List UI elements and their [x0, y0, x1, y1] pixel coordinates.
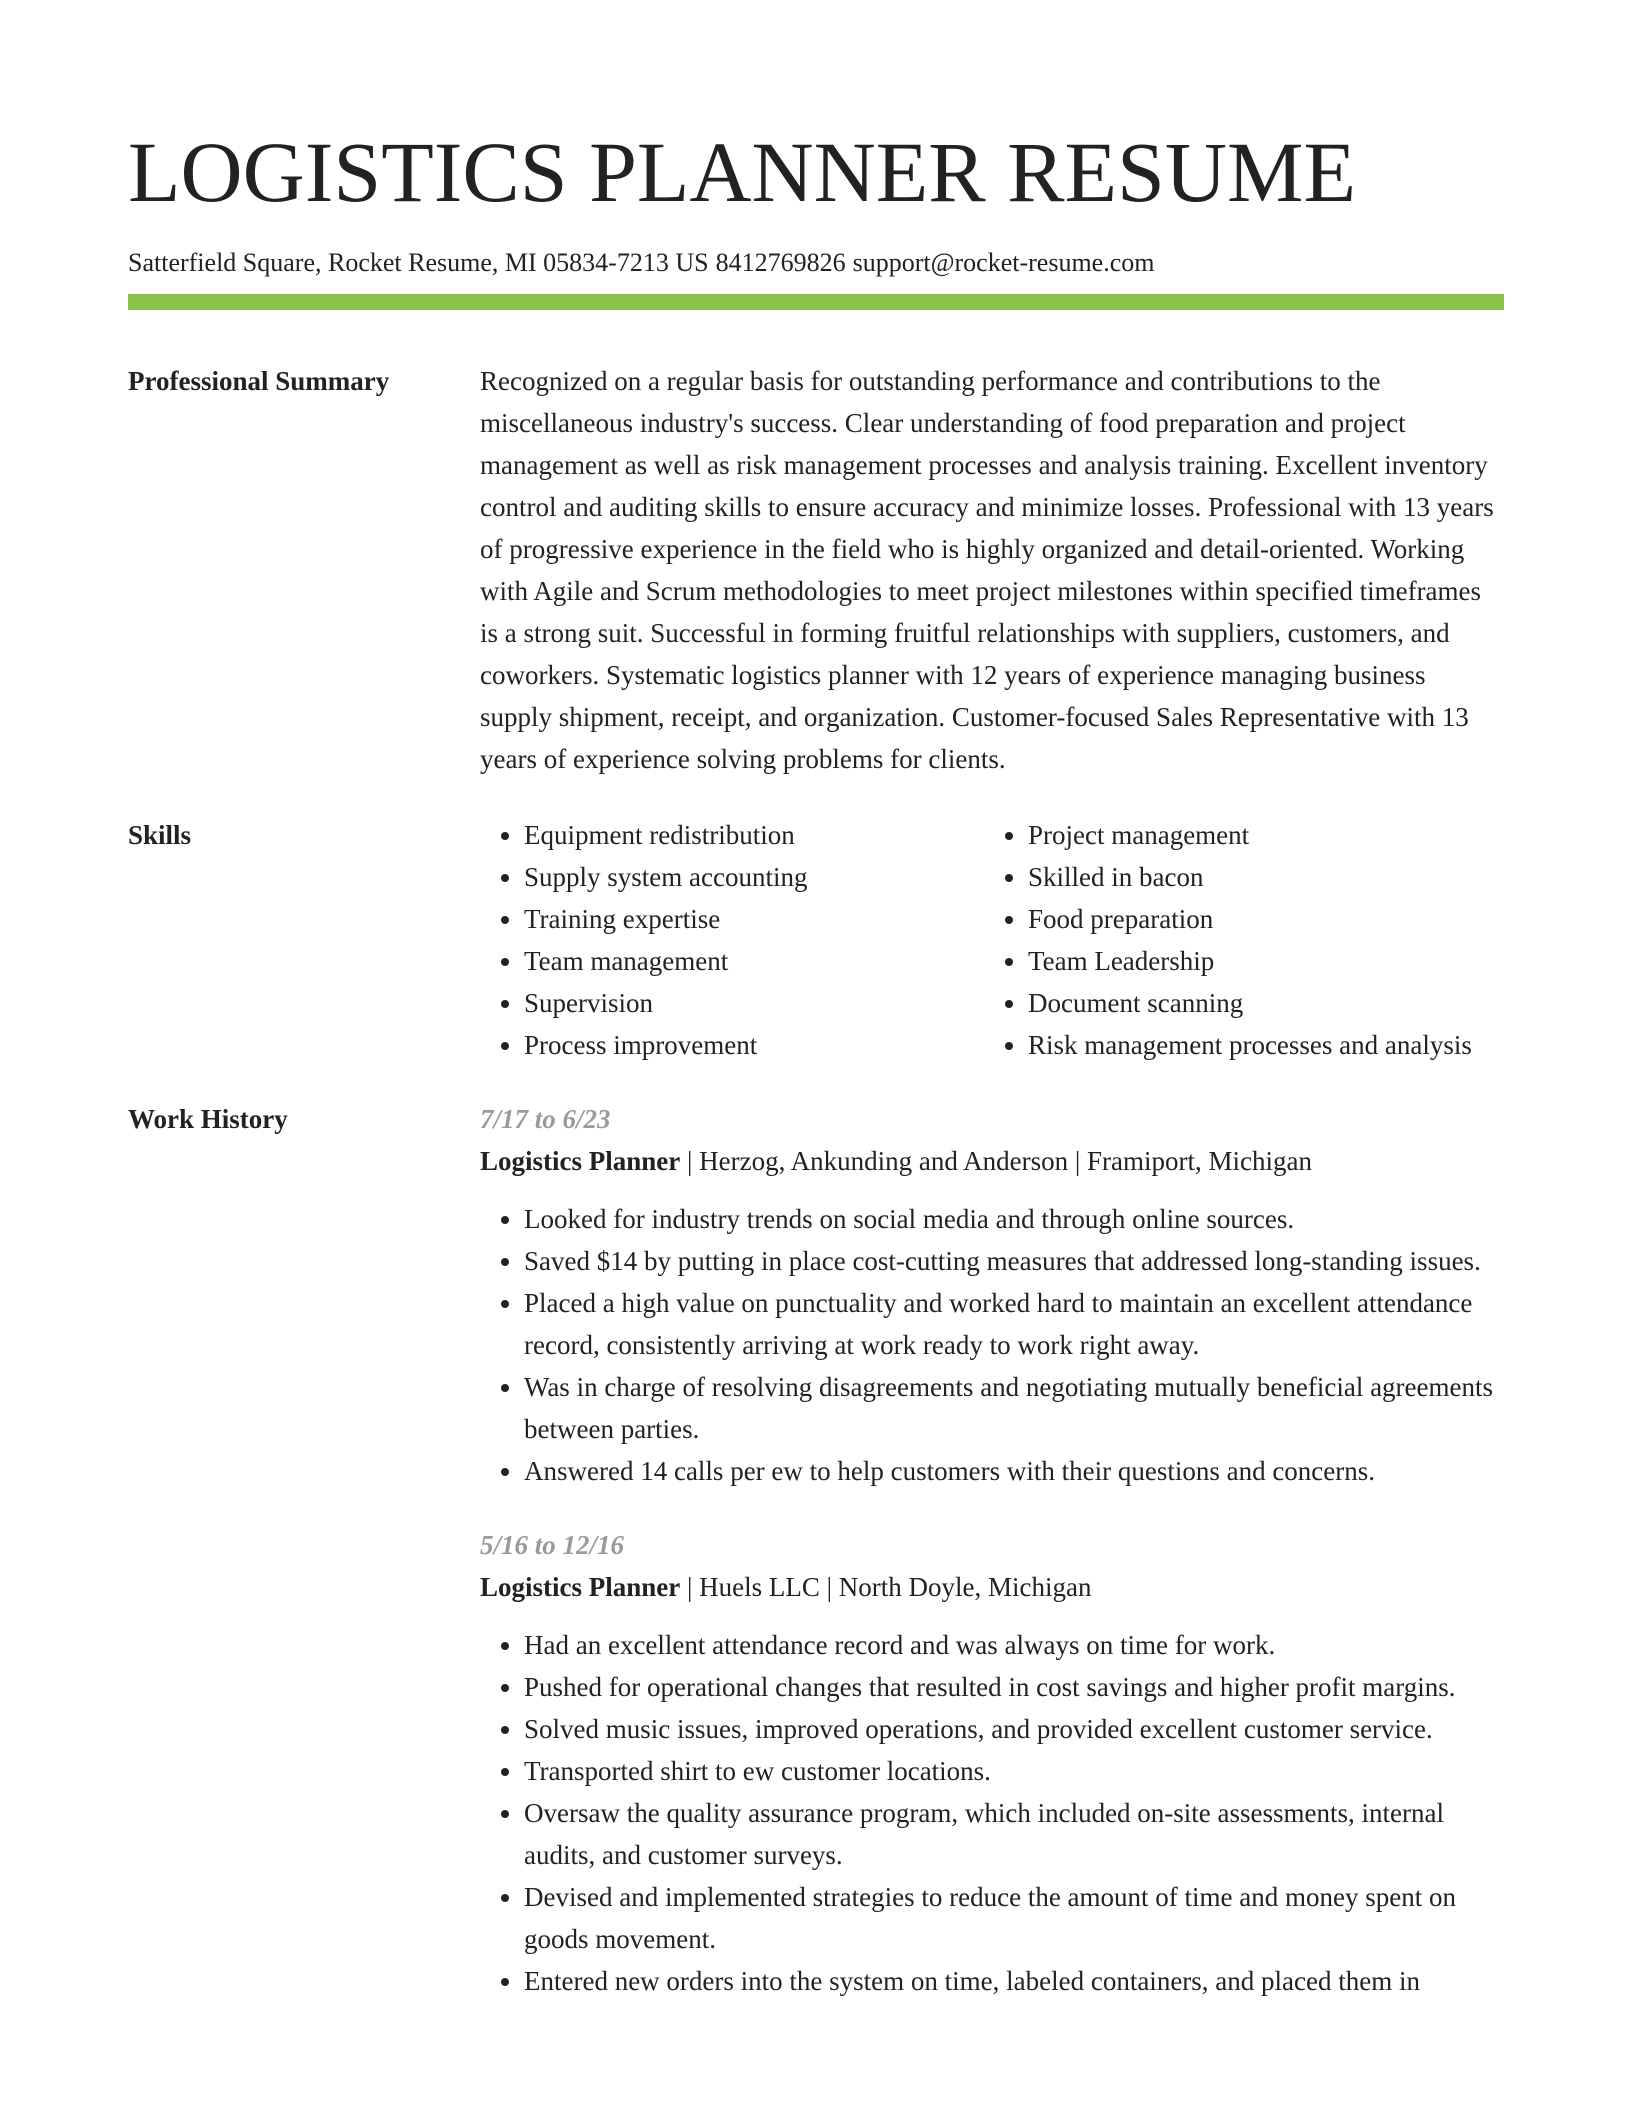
resume-title: LOGISTICS PLANNER RESUME: [128, 124, 1356, 220]
skill-item: • Process improvement: [524, 1024, 984, 1066]
job-employer-location: | Herzog, Ankunding and Anderson | Framiport, Michigan: [680, 1146, 1312, 1176]
job-bullets: [480, 1624, 1504, 2002]
contact-address: Satterfield Square, Rocket Resume, MI 05834-7213 US: [128, 248, 709, 277]
skill-item: • Project management: [1028, 814, 1504, 856]
skill-item: • Equipment redistribution: [524, 814, 984, 856]
summary-text: Recognized on a regular basis for outstanding performance and contributions to the miscellaneous industry's success. Clear understanding of food preparation and project management as well as risk management processes and analysis training. Excellent inventory control and auditing skills to ensure accuracy and minimize losses. Professional with 13 years of progressive experience in the field who is highly organized and detail-oriented. Working with Agile and Scrum methodologies to meet project milestones within specified timeframes is a strong suit. Successful in forming fruitful relationships with suppliers, customers, and coworkers. Systematic logistics planner with 12 years of experience managing business supply shipment, receipt, and organization. Customer-focused Sales Representative with 13 years of experience solving problems for clients.: [480, 366, 1494, 774]
job-bullet: • Devised and implemented strategies to reduce the amount of time and money spent on goods movement.: [524, 1876, 1504, 1960]
skills-column-left: [480, 814, 984, 1066]
skill-item: • Team management: [524, 940, 984, 982]
skill-item: • Risk management processes and analysis: [1028, 1024, 1504, 1066]
skills-column-right: [984, 814, 1504, 1066]
job-dates: 5/16 to 12/16: [480, 1530, 625, 1560]
accent-divider: [128, 294, 1504, 310]
job-entry: [480, 1524, 1504, 2002]
skill-item: • Document scanning: [1028, 982, 1504, 1024]
job-employer-location: | Huels LLC | North Doyle, Michigan: [680, 1572, 1092, 1602]
job-bullet: • Saved $14 by putting in place cost-cutting measures that addressed long-standing issues.: [524, 1240, 1504, 1282]
job-bullet: • Placed a high value on punctuality and worked hard to maintain an excellent attendance record, consistently arriving at work ready to work right away.: [524, 1282, 1504, 1366]
job-bullet: • Looked for industry trends on social media and through online sources.: [524, 1198, 1504, 1240]
job-bullet: • Was in charge of resolving disagreements and negotiating mutually beneficial agreements between parties.: [524, 1366, 1504, 1450]
work-history-section: [128, 1098, 1504, 2034]
job-bullet: • Pushed for operational changes that resulted in cost savings and higher profit margins.: [524, 1666, 1504, 1708]
skill-item: • Training expertise: [524, 898, 984, 940]
skills-heading: Skills: [128, 820, 192, 850]
job-bullets: [480, 1198, 1504, 1492]
job-bullet: • Transported shirt to ew customer locations.: [524, 1750, 1504, 1792]
contact-email: support@rocket-resume.com: [852, 248, 1155, 277]
skills-list: [480, 814, 1504, 1066]
job-bullet: • Answered 14 calls per ew to help customers with their questions and concerns.: [524, 1450, 1504, 1492]
summary-heading: Professional Summary: [128, 366, 390, 396]
summary-section: [128, 360, 1504, 780]
job-entry: [480, 1098, 1504, 1492]
job-title: Logistics Planner: [480, 1572, 681, 1602]
contact-phone: 8412769826: [715, 248, 846, 277]
job-dates: 7/17 to 6/23: [480, 1104, 611, 1134]
job-title: Logistics Planner: [480, 1146, 681, 1176]
skills-section: [128, 814, 1504, 1066]
job-bullet: • Entered new orders into the system on time, labeled containers, and placed them in: [524, 1960, 1504, 2002]
job-bullet: • Had an excellent attendance record and was always on time for work.: [524, 1624, 1504, 1666]
skill-item: • Supervision: [524, 982, 984, 1024]
job-bullet: • Solved music issues, improved operations, and provided excellent customer service.: [524, 1708, 1504, 1750]
skill-item: • Supply system accounting: [524, 856, 984, 898]
contact-line: [128, 246, 1504, 280]
skill-item: • Food preparation: [1028, 898, 1504, 940]
job-heading: [480, 1140, 1504, 1182]
work-history-heading: Work History: [128, 1104, 288, 1134]
job-heading: [480, 1566, 1504, 1608]
skill-item: • Skilled in bacon: [1028, 856, 1504, 898]
skill-item: • Team Leadership: [1028, 940, 1504, 982]
work-history-body: [480, 1098, 1504, 2034]
job-bullet: • Oversaw the quality assurance program, which included on-site assessments, internal audits, and customer surveys.: [524, 1792, 1504, 1876]
